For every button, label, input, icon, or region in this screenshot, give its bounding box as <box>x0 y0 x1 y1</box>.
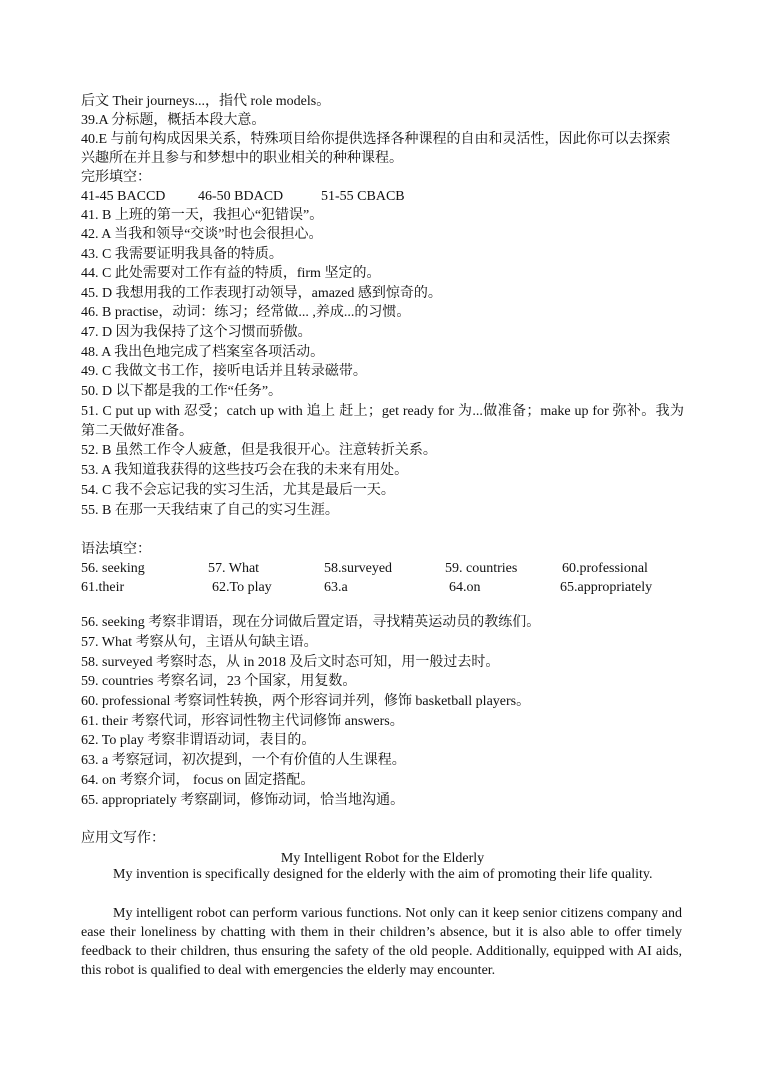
grammar-explanation: 64. on 考察介词， focus on 固定搭配。 <box>81 773 315 788</box>
cloze-explanation: 51. C put up with 忍受；catch up with 追上 赶上；get ready for 为...做准备；make up for 弥补。我为第二天做好准备。 <box>81 404 684 439</box>
cloze-explanation: 48. A 我出色地完成了档案室各项活动。 <box>81 345 325 360</box>
essay-paragraph: My invention is specifically designed for the elderly with the aim of promoting their life quality. <box>113 867 653 882</box>
cloze-explanation: 53. A 我知道我获得的这些技巧会在我的未来有用处。 <box>81 463 409 478</box>
cloze-answer-group: 46-50 BDACD <box>198 189 284 204</box>
essay-paragraph: My intelligent robot can perform various functions. Not only can it keep senior citizens company and ease their loneliness by chatting with them in their children’s absence, but it is also able to offer timely feedback to their children, thus ensuring the safety of the old people. Additionally, equipped with AI aids, this robot is qualified to deal with emergencies the elderly may encounter. <box>81 906 682 978</box>
grammar-answer: 62.To play <box>212 580 272 595</box>
grammar-answer: 57. What <box>208 561 260 576</box>
grammar-answer: 65.appropriately <box>560 580 653 595</box>
grammar-explanation: 63. a 考察冠词，初次提到，一个有价值的人生课程。 <box>81 753 406 768</box>
grammar-explanation: 57. What 考察从句，主语从句缺主语。 <box>81 635 318 650</box>
cloze-answer-group: 51-55 CBACB <box>321 189 405 204</box>
cloze-explanation: 47. D 因为我保持了这个习惯而骄傲。 <box>81 325 312 340</box>
grammar-explanation: 65. appropriately 考察副词，修饰动词，恰当地沟通。 <box>81 793 405 808</box>
grammar-answers-row <box>81 578 691 597</box>
cloze-explanation: 42. A 当我和领导“交谈”时也会很担心。 <box>81 227 323 242</box>
cloze-explanation: 50. D 以下都是我的工作“任务”。 <box>81 384 283 399</box>
cloze-explanation: 52. B 虽然工作令人疲惫，但是我很开心。注意转折关系。 <box>81 443 437 458</box>
grammar-explanation: 56. seeking 考察非谓语，现在分词做后置定语，寻找精英运动员的教练们。 <box>81 615 541 630</box>
cloze-explanation: 49. C 我做文书工作，接听电话并且转录磁带。 <box>81 364 367 379</box>
cloze-explanation: 41. B 上班的第一天，我担心“犯错误”。 <box>81 208 324 223</box>
grammar-explanation: 58. surveyed 考察时态，从 in 2018 及后文时态可知，用一般过去时。 <box>81 655 500 670</box>
cloze-explanation: 54. C 我不会忘记我的实习生活，尤其是最后一天。 <box>81 483 395 498</box>
essay-title: My Intelligent Robot for the Elderly <box>280 851 485 866</box>
grammar-answer: 64.on <box>449 580 481 595</box>
cloze-heading: 完形填空： <box>81 170 151 185</box>
cloze-explanation: 46. B practise，动词：练习；经常做... ,养成...的习惯。 <box>81 305 411 320</box>
grammar-answer: 58.surveyed <box>324 561 393 576</box>
grammar-answer: 61.their <box>81 580 125 595</box>
grammar-answers-row <box>81 559 691 578</box>
grammar-answer: 60.professional <box>562 561 648 576</box>
cloze-explanation: 44. C 此处需要对工作有益的特质，firm 坚定的。 <box>81 266 381 281</box>
grammar-explanation: 61. their 考察代词，形容词性物主代词修饰 answers。 <box>81 714 404 729</box>
grammar-answer: 59. countries <box>445 561 518 576</box>
writing-heading: 应用文写作： <box>81 831 165 846</box>
grammar-heading: 语法填空： <box>81 542 151 557</box>
grammar-answer: 63.a <box>324 580 348 595</box>
reading-answer-39: 39.A 分标题，概括本段大意。 <box>81 113 266 128</box>
grammar-explanation: 59. countries 考察名词，23 个国家，用复数。 <box>81 674 357 689</box>
grammar-answer: 56. seeking <box>81 561 145 576</box>
reading-answer-40: 40.E 与前句构成因果关系，特殊项目给你提供选择各种课程的自由和灵活性，因此你可以去探索兴趣所在并且参与和梦想中的职业相关的种种课程。 <box>81 132 671 166</box>
reading-note-line: 后文 Their journeys...，指代 role models。 <box>81 94 331 109</box>
grammar-explanation: 62. To play 考察非谓语动词，表目的。 <box>81 733 316 748</box>
cloze-explanation: 45. D 我想用我的工作表现打动领导，amazed 感到惊奇的。 <box>81 286 442 301</box>
cloze-answer-group: 41-45 BACCD <box>81 189 166 204</box>
cloze-answer-summary <box>81 187 691 206</box>
cloze-explanation: 55. B 在那一天我结束了自己的实习生涯。 <box>81 503 339 518</box>
grammar-explanation: 60. professional 考察词性转换，两个形容词并列，修饰 basketball players。 <box>81 694 531 709</box>
cloze-explanation: 43. C 我需要证明我具备的特质。 <box>81 247 283 262</box>
